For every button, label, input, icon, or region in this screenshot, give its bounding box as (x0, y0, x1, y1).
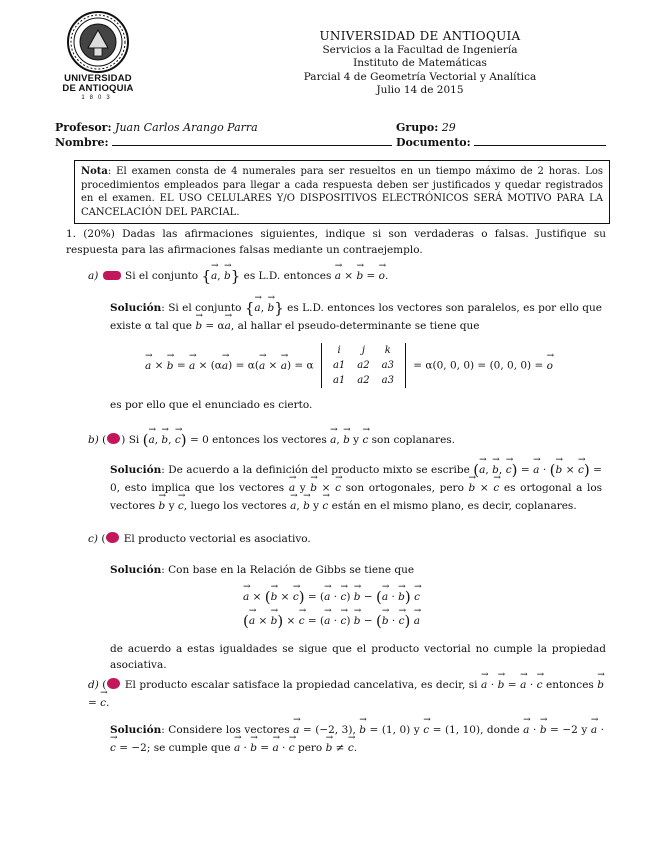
item-c-sol-t1: : Con base en la Relación de Gibbs se tiene que (161, 564, 415, 576)
profesor-line (55, 120, 258, 135)
ink-mark-icon (103, 271, 121, 280)
item-a-solution: Solución: Si el conjunto {→ a, → b} es L.D. entonces los vectores son paralelos, es por ello que existe α tal que → b = α→ a, al hallar el pseudo-determinante se tiene que (110, 298, 602, 334)
item-a-t2: es L.D. entonces (243, 270, 332, 282)
profesor-label: Profesor: (55, 121, 112, 134)
nombre-field[interactable] (112, 136, 392, 146)
item-a-sol-t1: : Si el conjunto (161, 302, 242, 314)
exam-header (270, 30, 570, 98)
exam-note (74, 160, 610, 224)
grupo-value: 29 (441, 121, 456, 134)
item-c-t1: El producto vectorial es asociativo. (123, 533, 311, 545)
item-b-sol-t6: están en el mismo plano, es decir, coplanares. (331, 500, 577, 512)
item-b-label: b) (88, 434, 99, 446)
item-a-conclusion: es por ello que el enunciado es cierto. (110, 399, 313, 411)
grupo-line (396, 120, 456, 135)
item-d-sol-t3: ; se cumple que (146, 742, 231, 754)
item-d-sol-t4: pero (297, 742, 323, 754)
nombre-line (55, 135, 392, 150)
ink-mark-icon (107, 678, 120, 689)
item-a-label: a) (88, 270, 99, 282)
item-b-t3: son coplanares. (371, 434, 456, 446)
note-text: : El examen consta de 4 numerales para ser resueltos en un tiempo máximo de 2 horas. Los procedimientos empleados para llegar a cada respuesta deben ser justificados y quedar registrados en el examen. EL USO CELULARES Y/O DISPOSITIVOS ELECTRÓNICOS SERÁ MOTIVO PARA LA CANCELACIÓN DEL PARCIAL. (81, 166, 603, 218)
documento-label: Documento: (396, 136, 471, 149)
ink-mark-icon (107, 433, 120, 444)
item-b-sol-t5: , luego los vectores (183, 500, 287, 512)
item-c-label: c) (88, 533, 98, 545)
nombre-label: Nombre: (55, 136, 109, 149)
question-1 (66, 226, 606, 258)
faculty: Servicios a la Facultad de Ingeniería (322, 43, 518, 56)
item-d-t1: El producto escalar satisface la propiedad cancelativa, es decir, si (124, 679, 478, 691)
item-a-sol-t2: es L.D. entonces los vectores son paralelos, es por ello que existe α tal que (110, 302, 602, 332)
question-statement: (20%) Dadas las afirmaciones siguientes, indique si son verdaderas o falsas. Justifique su respuesta para las afirmaciones falsas mediante un contraejemplo. (66, 228, 606, 256)
exam-date: Julio 14 de 2015 (376, 84, 464, 96)
solution-label: Solución (110, 302, 162, 314)
solution-label: Solución (110, 464, 162, 476)
item-b-solution: Solución: De acuerdo a la definición del producto mixto se escribe (→ a, → b, → c) = → a · (→ b × → c) = 0, esto implica que los vectores → a y → b × → c son ortogonales, pero → b × → c es ortogonal a los vectores → b y → c, luego los vectores → a, → b y → c están en el mismo plano, es decir, coplanares. (110, 460, 602, 514)
university-logo (58, 10, 138, 101)
institute: Instituto de Matemáticas (353, 57, 487, 69)
item-b-sol-t1: : De acuerdo a la definición del producto mixto se escribe (161, 464, 470, 476)
solution-label: Solución (110, 724, 162, 736)
item-c-conclusion: de acuerdo a estas igualdades se sigue que el producto vectorial no cumple la propiedad asociativa. (110, 643, 606, 671)
university-name: UNIVERSIDAD DE ANTIOQUIA (319, 29, 521, 43)
item-c-solution (110, 562, 602, 578)
question-number: 1. (66, 228, 77, 240)
item-a-equation: → a × → b = → a × (α→ a) = α(→ a × → a) = α i j k a1 a2 a3 a1 a2 a3 = α(0, 0, 0) = (0, 0, 0) = → o (145, 343, 605, 388)
item-a-eq-end: = α(0, 0, 0) = (0, 0, 0) = (413, 359, 544, 372)
item-a: a) Si el conjunto {→ a, → b} es L.D. entonces → a × → b = → o. (88, 266, 608, 284)
item-d-solution: Solución: Considere los vectores → a = (−2, 3), → b = (1, 0) y → c = (1, 10), donde → a · → b = −2 y → a · → c = −2; se cumple que → a · → b = → a · → c pero → b ≠ → c. (110, 720, 604, 756)
logo-line1: UNIVERSIDAD (64, 73, 132, 84)
exam-title: Parcial 4 de Geometría Vectorial y Analítica (303, 70, 537, 83)
item-b: b) ( ) Si (→ a, → b, → c) = 0 entonces los vectores → a, → b y → c son coplanares. (88, 430, 608, 448)
note-label: Nota (81, 166, 108, 177)
item-b-sol-t4: es ortogonal a los vectores (110, 482, 603, 512)
gibbs-relation-2: (→ a × → b) × → c = (→ a · → c) → b − (→ b · → c) → a (243, 610, 563, 630)
item-a-t1: Si el conjunto (125, 270, 199, 282)
item-c: c) ( El producto vectorial es asociativo. (88, 533, 311, 545)
grupo-label: Grupo: (396, 121, 439, 134)
item-d: d) ( El producto escalar satisface la propiedad cancelativa, es decir, si → a · → b = → a · → c entonces → b = → c. (88, 675, 604, 711)
item-d-t2: entonces (546, 679, 594, 691)
item-d-sol-t1: : Considere los vectores (161, 724, 290, 736)
item-d-label: d) (88, 679, 99, 691)
item-b-t1: Si (128, 434, 140, 446)
logo-line2: DE ANTIOQUIA (62, 83, 134, 94)
gibbs-relation-1: → a × (→ b × → c) = (→ a · → c) → b − (→ a · → b) → c (243, 586, 563, 606)
solution-label: Solución (110, 564, 162, 576)
profesor-value: Juan Carlos Arango Parra (115, 121, 258, 134)
documento-field[interactable] (474, 136, 606, 146)
item-b-sol-t2: 0, esto implica que los vectores (110, 482, 285, 494)
pseudo-determinant: i j k a1 a2 a3 a1 a2 a3 (321, 343, 406, 388)
university-seal-icon (66, 10, 130, 74)
item-b-sol-t3: son ortogonales, pero (345, 482, 464, 494)
logo-year: 1803 (81, 95, 115, 101)
item-a-sol-t3: , al hallar el pseudo-determinante se tiene que (230, 320, 480, 332)
ink-mark-icon (106, 532, 119, 543)
documento-line (396, 135, 606, 150)
item-d-sol-t2: , donde (480, 724, 520, 736)
item-b-t2: = 0 entonces los vectores (189, 434, 327, 446)
